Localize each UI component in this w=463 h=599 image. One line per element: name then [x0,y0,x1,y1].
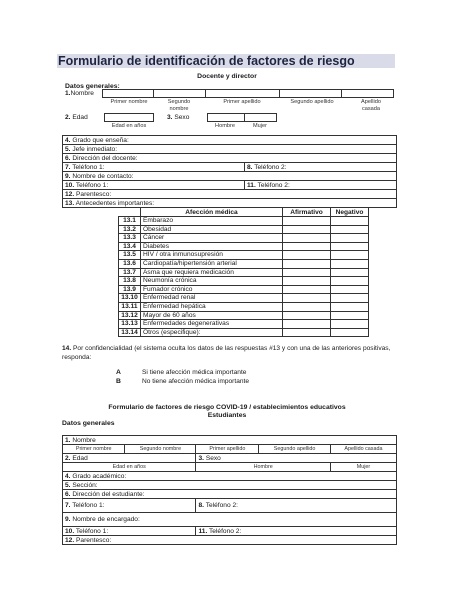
q4-field[interactable]: 4. Grado que enseña: [63,136,397,145]
condition-row [119,225,369,234]
condition-number: 13.12 [119,311,141,320]
condition-no-cell[interactable] [331,251,369,260]
field-row-q9 [63,172,397,181]
field-row-q10-q11 [63,181,397,190]
condition-number: 13.2 [119,225,141,234]
student-row-name-parts [63,445,397,454]
header-no: Negativo [331,208,369,217]
field-row-q4 [63,136,397,145]
q11-field[interactable]: 11. Teléfono 2: [245,181,397,190]
condition-label: Cáncer [141,234,283,243]
datos-generales-students-label: Datos generales [62,420,115,427]
field-row-q5 [63,145,397,154]
student-sex-field[interactable]: 3. Sexo [196,454,397,463]
condition-yes-cell[interactable] [283,242,331,251]
condition-label: HIV / otra inmunosupresión [141,251,283,260]
student-row-q12 [63,536,397,545]
student-q5-field[interactable]: 5. Sección: [63,481,397,490]
student-sex-hombre[interactable]: Hombre [196,463,330,472]
condition-label: Otros (especifique): [141,328,283,337]
name-part-3: Primer apellido [223,99,261,105]
student-q8-field[interactable]: 8. Teléfono 2: [196,499,397,513]
q3-label: 3. Sexo [167,114,190,121]
condition-no-cell[interactable] [331,259,369,268]
condition-label: Cardiopatía/hipertensión arterial [141,259,283,268]
student-q9-field[interactable]: 9. Nombre de encargado: [63,513,397,527]
condition-no-cell[interactable] [331,328,369,337]
student-row-q6 [63,490,397,499]
field-row-q7-q8 [63,163,397,172]
condition-no-cell[interactable] [331,234,369,243]
student-row-q9 [63,513,397,527]
condition-label: Enfermedad hepática [141,302,283,311]
name-part-5: Apellido casada [361,99,381,112]
student-fields-table [62,435,397,545]
name-part-2: Segundo nombre [167,99,191,112]
q13-field: 13. Antecedentes importantes: [63,199,397,208]
condition-no-cell[interactable] [331,285,369,294]
condition-number: 13.5 [119,251,141,260]
condition-yes-cell[interactable] [283,328,331,337]
section-heading-docente: Docente y director [197,73,257,80]
q14-question: 14. Por confidencialidad (el sistema oculta los datos de las respuestas #13 y con una de las anteriores positivas, responda: [62,345,391,361]
condition-yes-cell[interactable] [283,285,331,294]
condition-row [119,234,369,243]
condition-no-cell[interactable] [331,277,369,286]
q12-field[interactable]: 12. Parentesco: [63,190,397,199]
header-yes: Afirmativo [283,208,331,217]
condition-no-cell[interactable] [331,268,369,277]
condition-yes-cell[interactable] [283,259,331,268]
condition-no-cell[interactable] [331,302,369,311]
sex-option-mujer: Mujer [253,123,267,129]
student-q7-field[interactable]: 7. Teléfono 1: [63,499,196,513]
student-name-part-4: Segundo apellido [259,445,331,454]
condition-label: Asma que requiera medicación [141,268,283,277]
condition-row [119,294,369,303]
student-row-q5 [63,481,397,490]
condition-no-cell[interactable] [331,217,369,226]
condition-no-cell[interactable] [331,242,369,251]
condition-number: 13.9 [119,285,141,294]
condition-number: 13.6 [119,259,141,268]
condition-label: Embarazo [141,217,283,226]
student-q10-field[interactable]: 10. Teléfono 1: [63,527,196,536]
student-age-sublabel: Edad en años [63,463,196,472]
field-row-q6 [63,154,397,163]
condition-row [119,259,369,268]
condition-number: 13.1 [119,217,141,226]
q8-field[interactable]: 8. Teléfono 2: [245,163,397,172]
student-name-field[interactable]: 1. Nombre [63,436,397,445]
condition-yes-cell[interactable] [283,294,331,303]
condition-row [119,302,369,311]
condition-row [119,328,369,337]
condition-number: 13.8 [119,277,141,286]
condition-label: Obesidad [141,225,283,234]
option-a-text: Si tiene afección médica importante [142,369,247,376]
condition-row [119,268,369,277]
student-sex-mujer[interactable]: Mujer [330,463,396,472]
name-part-4: Segundo apellido [290,99,334,105]
student-row-q7-q8 [63,499,397,513]
student-q4-field[interactable]: 4. Grado académico: [63,472,397,481]
condition-label: Diabetes [141,242,283,251]
condition-number: 13.7 [119,268,141,277]
student-q11-field[interactable]: 11. Teléfono 2: [196,527,397,536]
condition-yes-cell[interactable] [283,302,331,311]
teacher-fields-table [62,135,397,208]
age-input[interactable] [104,113,154,122]
condition-number: 13.14 [119,328,141,337]
condition-yes-cell[interactable] [283,217,331,226]
condition-yes-cell[interactable] [283,311,331,320]
q6-field[interactable]: 6. Dirección del docente: [63,154,397,163]
condition-no-cell[interactable] [331,311,369,320]
q1-label: 1.Nombre [65,90,94,97]
condition-label: Enfermedades degenerativas [141,320,283,329]
name-part-1: Primer nombre [110,99,148,105]
condition-row [119,311,369,320]
option-b-letter[interactable]: B [116,378,121,385]
condition-row [119,320,369,329]
condition-no-cell[interactable] [331,294,369,303]
condition-row [119,242,369,251]
condition-label: Mayor de 60 años [141,311,283,320]
student-name-part-3: Primer apellido [196,445,259,454]
medical-conditions-table [118,207,369,337]
age-sublabel: Edad en años [111,123,147,129]
student-row-q1 [63,436,397,445]
condition-yes-cell[interactable] [283,277,331,286]
condition-yes-cell[interactable] [283,234,331,243]
student-name-part-2: Segundo nombre [125,445,196,454]
q5-field[interactable]: 5. Jefe inmediato: [63,145,397,154]
name-input[interactable] [102,89,394,98]
q10-field[interactable]: 10. Teléfono 1: [63,181,245,190]
student-age-field[interactable]: 2. Edad [63,454,196,463]
condition-number: 13.13 [119,320,141,329]
page-title: Formulario de identificación de factores de riesgo [57,54,395,68]
condition-no-cell[interactable] [331,320,369,329]
student-row-sub [63,463,397,472]
section-heading-covid: Formulario de factores de riesgo COVID-19 / establecimientos educativos [108,404,346,411]
section-heading-estudiantes: Estudiantes [207,412,247,419]
condition-yes-cell[interactable] [283,225,331,234]
condition-label: Fumador crónico [141,285,283,294]
student-name-part-5: Apellido casada [330,445,396,454]
condition-row [119,217,369,226]
condition-row [119,285,369,294]
student-row-q2-q3 [63,454,397,463]
condition-number: 13.10 [119,294,141,303]
condition-yes-cell[interactable] [283,268,331,277]
condition-row [119,251,369,260]
condition-number: 13.4 [119,242,141,251]
student-row-q10-q11 [63,527,397,536]
condition-label: Neumonía crónica [141,277,283,286]
field-row-q12 [63,190,397,199]
q9-field[interactable]: 9. Nombre de contacto: [63,172,397,181]
student-q6-field[interactable]: 6. Dirección del estudiante: [63,490,397,499]
sex-option-hombre: Hombre [215,123,235,129]
student-q12-field[interactable]: 12. Parentesco: [63,536,397,545]
header-condition: Afección médica [141,208,283,217]
condition-yes-cell[interactable] [283,251,331,260]
student-row-q4 [63,472,397,481]
blank-header [119,208,141,217]
datos-generales-label: Datos generales: [65,83,120,90]
condition-yes-cell[interactable] [283,320,331,329]
condition-number: 13.3 [119,234,141,243]
condition-no-cell[interactable] [331,225,369,234]
sex-input[interactable] [207,113,277,122]
condition-label: Enfermedad renal [141,294,283,303]
condition-number: 13.11 [119,302,141,311]
student-name-part-1: Primer nombre [63,445,125,454]
q7-field[interactable]: 7. Teléfono 1: [63,163,245,172]
q2-label: 2. Edad [65,114,88,121]
option-b-text: No tiene afección médica importante [142,378,250,385]
option-a-letter[interactable]: A [116,369,121,376]
condition-row [119,277,369,286]
